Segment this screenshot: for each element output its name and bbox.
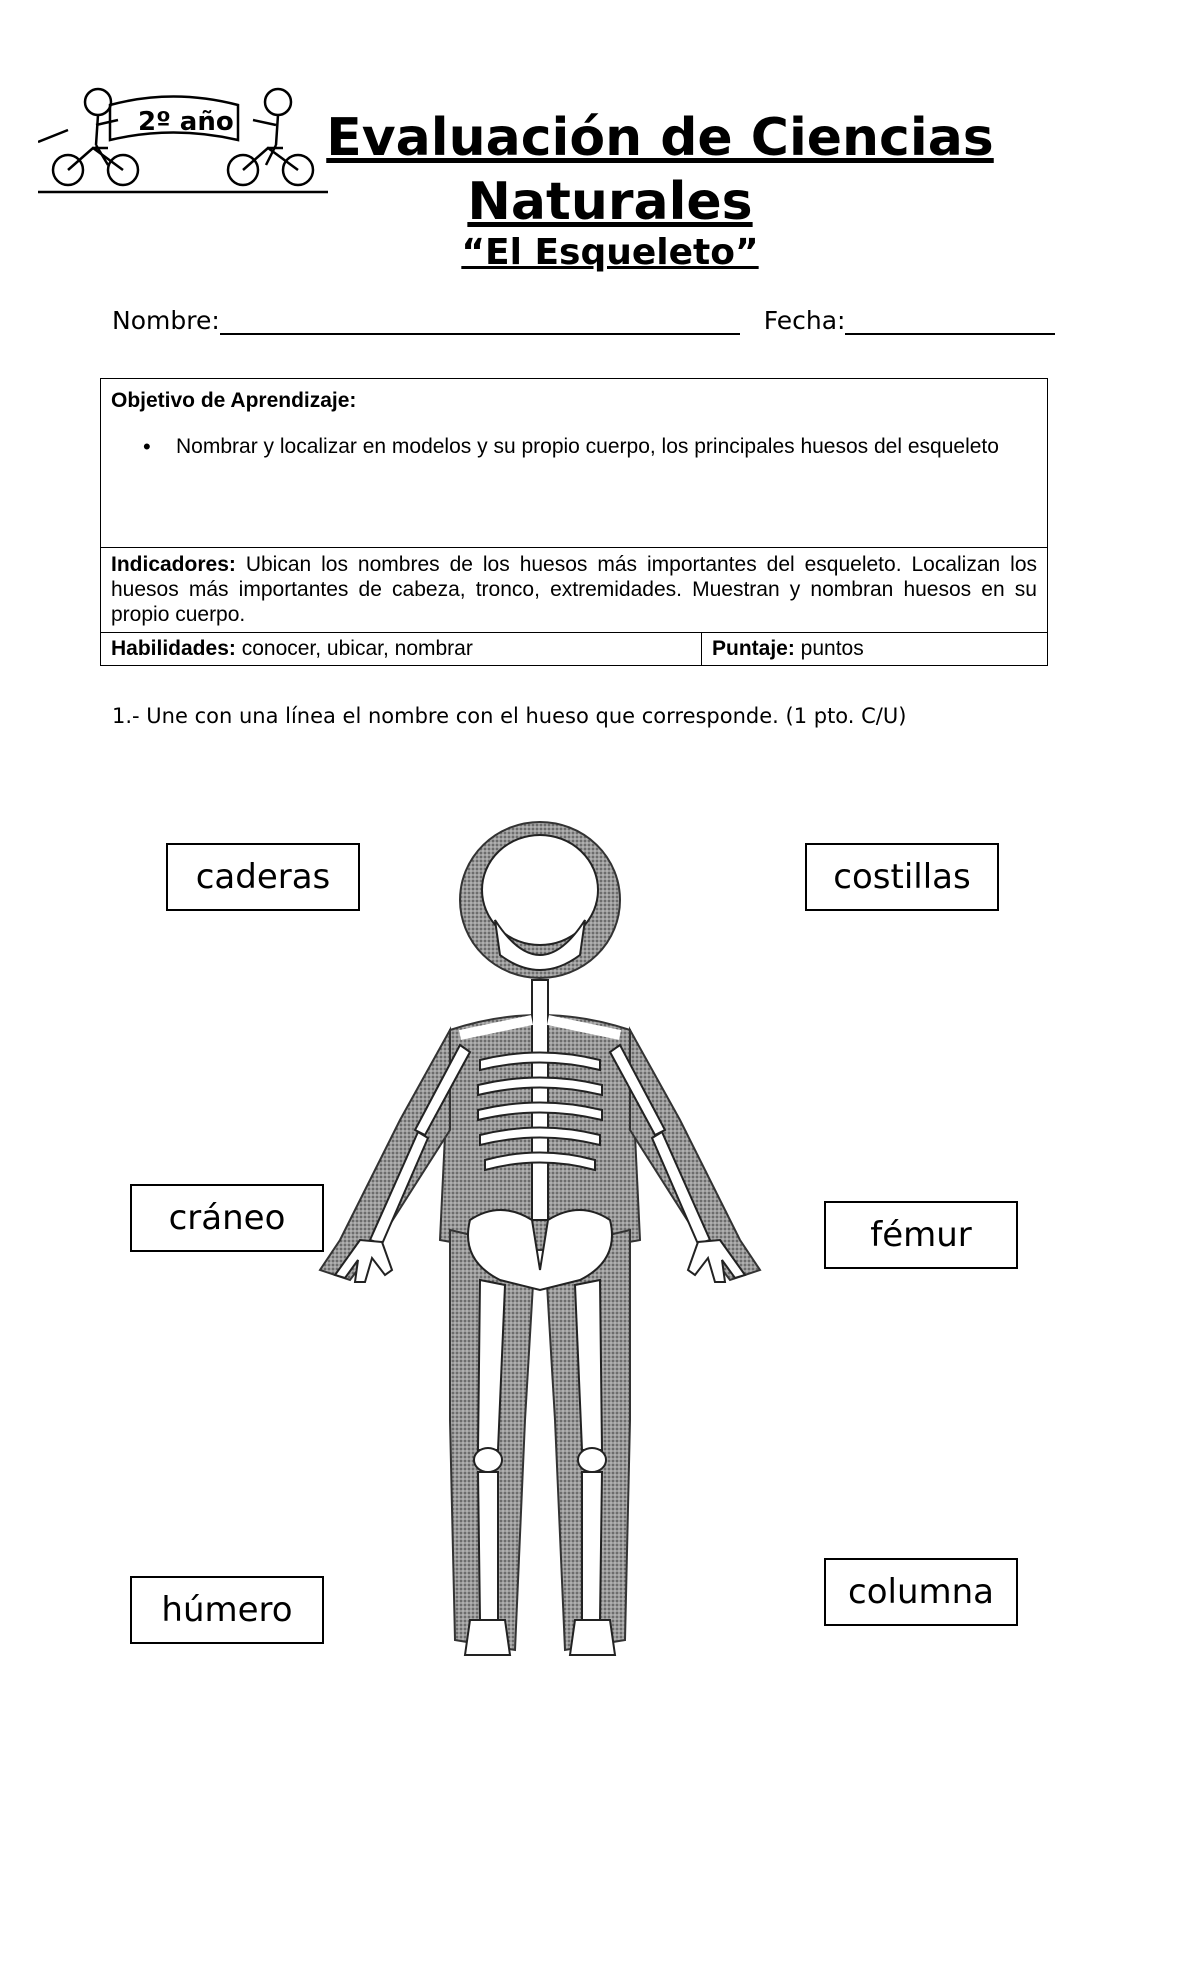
question-instruction: 1.- Une con una línea el nombre con el hueso que corresponde. (1 pto. C/U) — [112, 704, 907, 728]
indicators-cell — [101, 548, 1048, 633]
score-label: Puntaje: — [712, 636, 795, 660]
skills-text: conocer, ubicar, nombrar — [235, 636, 473, 660]
score-text: puntos — [794, 636, 864, 660]
page-title: Evaluación de Ciencias — [326, 108, 994, 168]
indicators-label: Indicadores: — [111, 553, 236, 576]
objective-cell — [101, 379, 1048, 548]
label-humero[interactable]: húmero — [130, 1576, 324, 1644]
label-craneo[interactable]: cráneo — [130, 1184, 324, 1252]
name-label: Nombre: — [112, 306, 220, 335]
label-caderas[interactable]: caderas — [166, 843, 360, 911]
page-title-line2: Naturales — [467, 172, 753, 232]
objective-list — [111, 435, 1037, 459]
skills-label: Habilidades: — [111, 636, 236, 660]
objective-title: Objetivo de Aprendizaje: — [111, 389, 357, 412]
label-columna[interactable]: columna — [824, 1558, 1018, 1626]
page-subtitle: “El Esqueleto” — [461, 232, 759, 273]
name-blank-line[interactable] — [220, 311, 740, 335]
logo-badge-text: 2º año — [138, 107, 234, 137]
date-label: Fecha: — [763, 306, 846, 335]
label-costillas[interactable]: costillas — [805, 843, 999, 911]
indicators-text: Ubican los nombres de los huesos más importantes del esqueleto. Localizan los huesos más importantes de cabeza, tronco, extremidades. Muestran y nombran huesos en su propio cuerpo. — [111, 553, 1037, 627]
label-femur[interactable]: fémur — [824, 1201, 1018, 1269]
date-blank-line[interactable] — [845, 311, 1055, 335]
student-fields — [112, 306, 1062, 335]
score-cell — [702, 632, 1048, 665]
learning-info-table — [100, 378, 1048, 666]
skeleton-illustration — [300, 820, 780, 1700]
class-logo-image — [38, 70, 328, 200]
objective-item: • Nombrar y localizar en modelos y su propio cuerpo, los principales huesos del esqueleto — [176, 435, 1037, 459]
skills-cell — [101, 632, 702, 665]
